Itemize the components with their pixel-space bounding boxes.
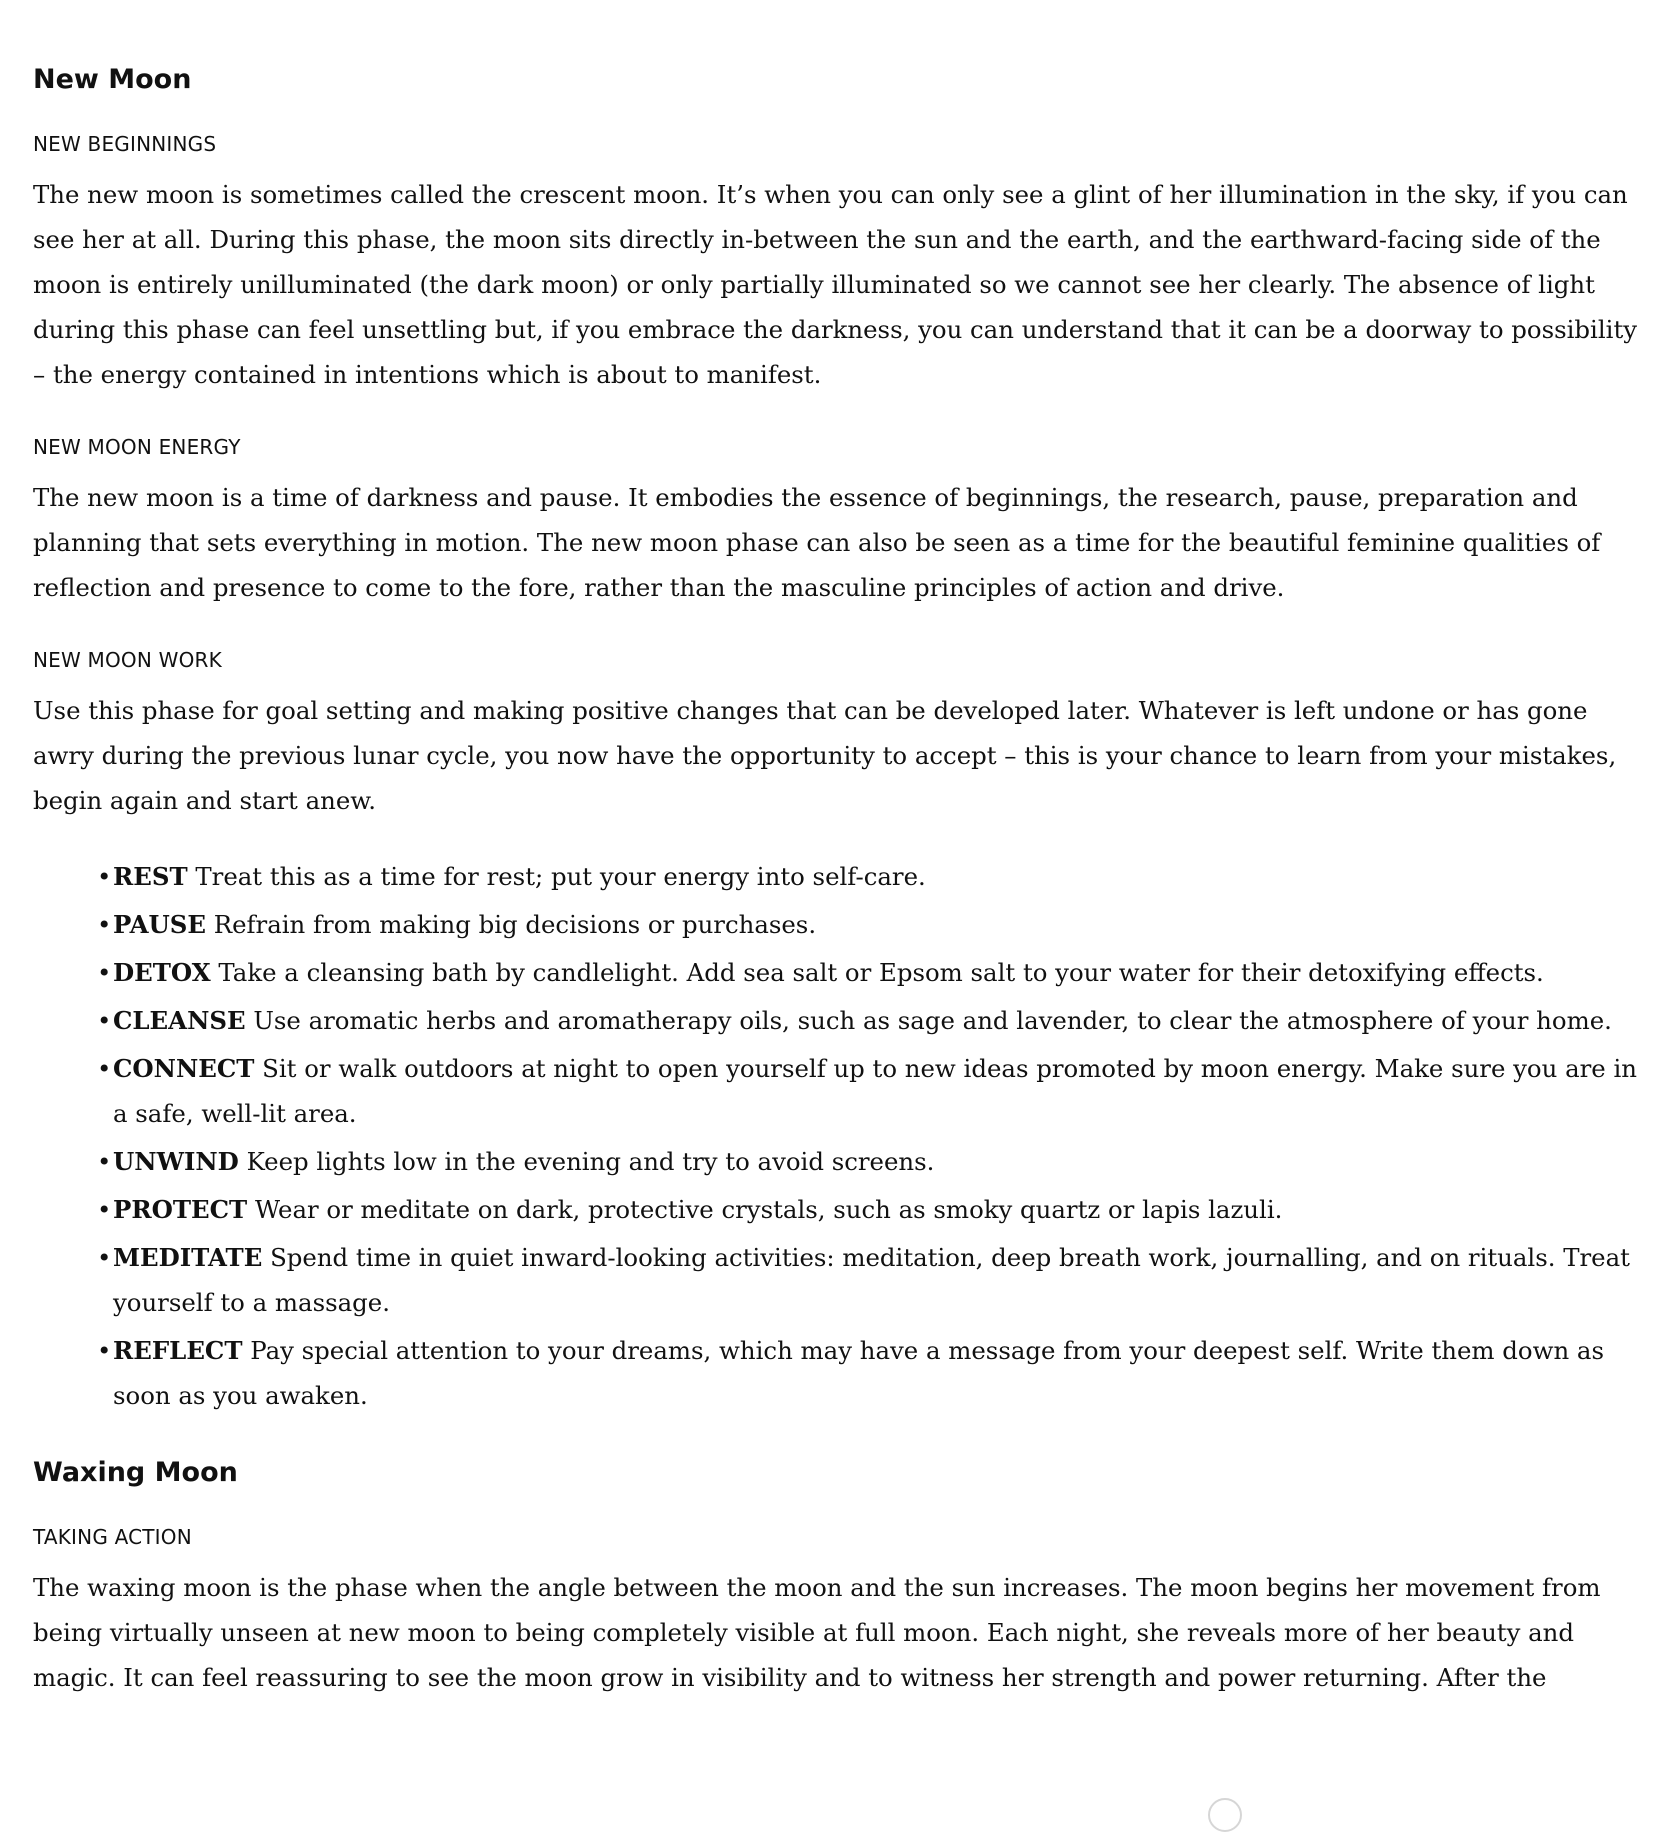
bullet: •: [97, 1243, 112, 1272]
list-desc: Use aromatic herbs and aromatherapy oils, such as sage and lavender, to clear the atmosphere of your home.: [253, 1006, 1612, 1035]
list-term: MEDITATE: [113, 1243, 263, 1272]
subheading-taking-action: TAKING ACTION: [33, 1525, 192, 1549]
new-moon-practices-list: [33, 854, 1638, 1418]
bullet: •: [97, 958, 112, 987]
list-term: UNWIND: [113, 1147, 239, 1176]
bullet: •: [97, 1054, 112, 1083]
list-term: REST: [113, 862, 188, 891]
scroll-handle[interactable]: [1208, 1798, 1242, 1832]
paragraph-new-moon-energy: The new moon is a time of darkness and pause. It embodies the essence of beginnings, the research, pause, preparation and planning that sets everything in motion. The new moon phase can also be seen as a time for the beautiful feminine qualities of reflection and presence to come to the fore, rather than the masculine principles of action and drive.: [33, 483, 1601, 602]
list-term: CLEANSE: [113, 1006, 246, 1035]
list-desc: Treat this as a time for rest; put your energy into self-care.: [195, 862, 926, 891]
bullet: •: [97, 1336, 112, 1365]
paragraph-new-beginnings: The new moon is sometimes called the crescent moon. It’s when you can only see a glint of her illumination in the sky, if you can see her at all. During this phase, the moon sits directly in-between the sun and the earth, and the earthward-facing side of the moon is entirely unilluminated (the dark moon) or only partially illuminated so we cannot see her clearly. The absence of light during this phase can feel unsettling but, if you embrace the darkness, you can understand that it can be a doorway to possibility – the energy contained in intentions which is about to manifest.: [33, 180, 1638, 389]
bullet: •: [97, 1147, 112, 1176]
paragraph-new-moon-work: Use this phase for goal setting and making positive changes that can be developed later. Whatever is left undone or has gone awry during the previous lunar cycle, you now have the opportunity to accept – this is your chance to learn from your mistakes, begin again and start anew.: [33, 696, 1617, 815]
list-item-rest: [33, 854, 1638, 899]
list-desc: Pay special attention to your dreams, which may have a message from your deepest self. Write them down as soon as you awaken.: [113, 1336, 1604, 1410]
list-term: REFLECT: [113, 1336, 243, 1365]
list-term: PROTECT: [113, 1195, 248, 1224]
bullet: •: [97, 862, 112, 891]
list-desc: Spend time in quiet inward-looking activities: meditation, deep breath work, journalling, and on rituals. Treat yourself to a massage.: [113, 1243, 1630, 1317]
reader-page: [33, 62, 1638, 1700]
list-term: CONNECT: [113, 1054, 255, 1083]
list-term: DETOX: [113, 958, 211, 987]
list-term: PAUSE: [113, 910, 206, 939]
list-desc: Refrain from making big decisions or purchases.: [213, 910, 817, 939]
list-item-detox: [33, 950, 1638, 995]
list-desc: Keep lights low in the evening and try to avoid screens.: [246, 1147, 935, 1176]
list-item-connect: [33, 1046, 1638, 1136]
list-desc: Wear or meditate on dark, protective crystals, such as smoky quartz or lapis lazuli.: [254, 1195, 1283, 1224]
bullet: •: [97, 1195, 112, 1224]
list-item-protect: [33, 1187, 1638, 1232]
list-item-meditate: [33, 1235, 1638, 1325]
subheading-new-beginnings: NEW BEGINNINGS: [33, 132, 217, 156]
list-desc: Sit or walk outdoors at night to open yourself up to new ideas promoted by moon energy. Make sure you are in a safe, well-lit area.: [113, 1054, 1637, 1128]
bullet: •: [97, 910, 112, 939]
list-item-cleanse: [33, 998, 1638, 1043]
list-desc: Take a cleansing bath by candlelight. Add sea salt or Epsom salt to your water for their detoxifying effects.: [218, 958, 1544, 987]
list-item-unwind: [33, 1139, 1638, 1184]
list-item-reflect: [33, 1328, 1638, 1418]
subheading-new-moon-energy: NEW MOON ENERGY: [33, 435, 241, 459]
list-item-pause: [33, 902, 1638, 947]
section-title-new-moon: New Moon: [33, 64, 192, 95]
section-title-waxing-moon: Waxing Moon: [33, 1457, 238, 1488]
paragraph-taking-action: The waxing moon is the phase when the angle between the moon and the sun increases. The moon begins her movement from being virtually unseen at new moon to being completely visible at full moon. Each night, she reveals more of her beauty and magic. It can feel reassuring to see the moon grow in visibility and to witness her strength and power returning. After the: [33, 1573, 1601, 1692]
bullet: •: [97, 1006, 112, 1035]
subheading-new-moon-work: NEW MOON WORK: [33, 648, 222, 672]
